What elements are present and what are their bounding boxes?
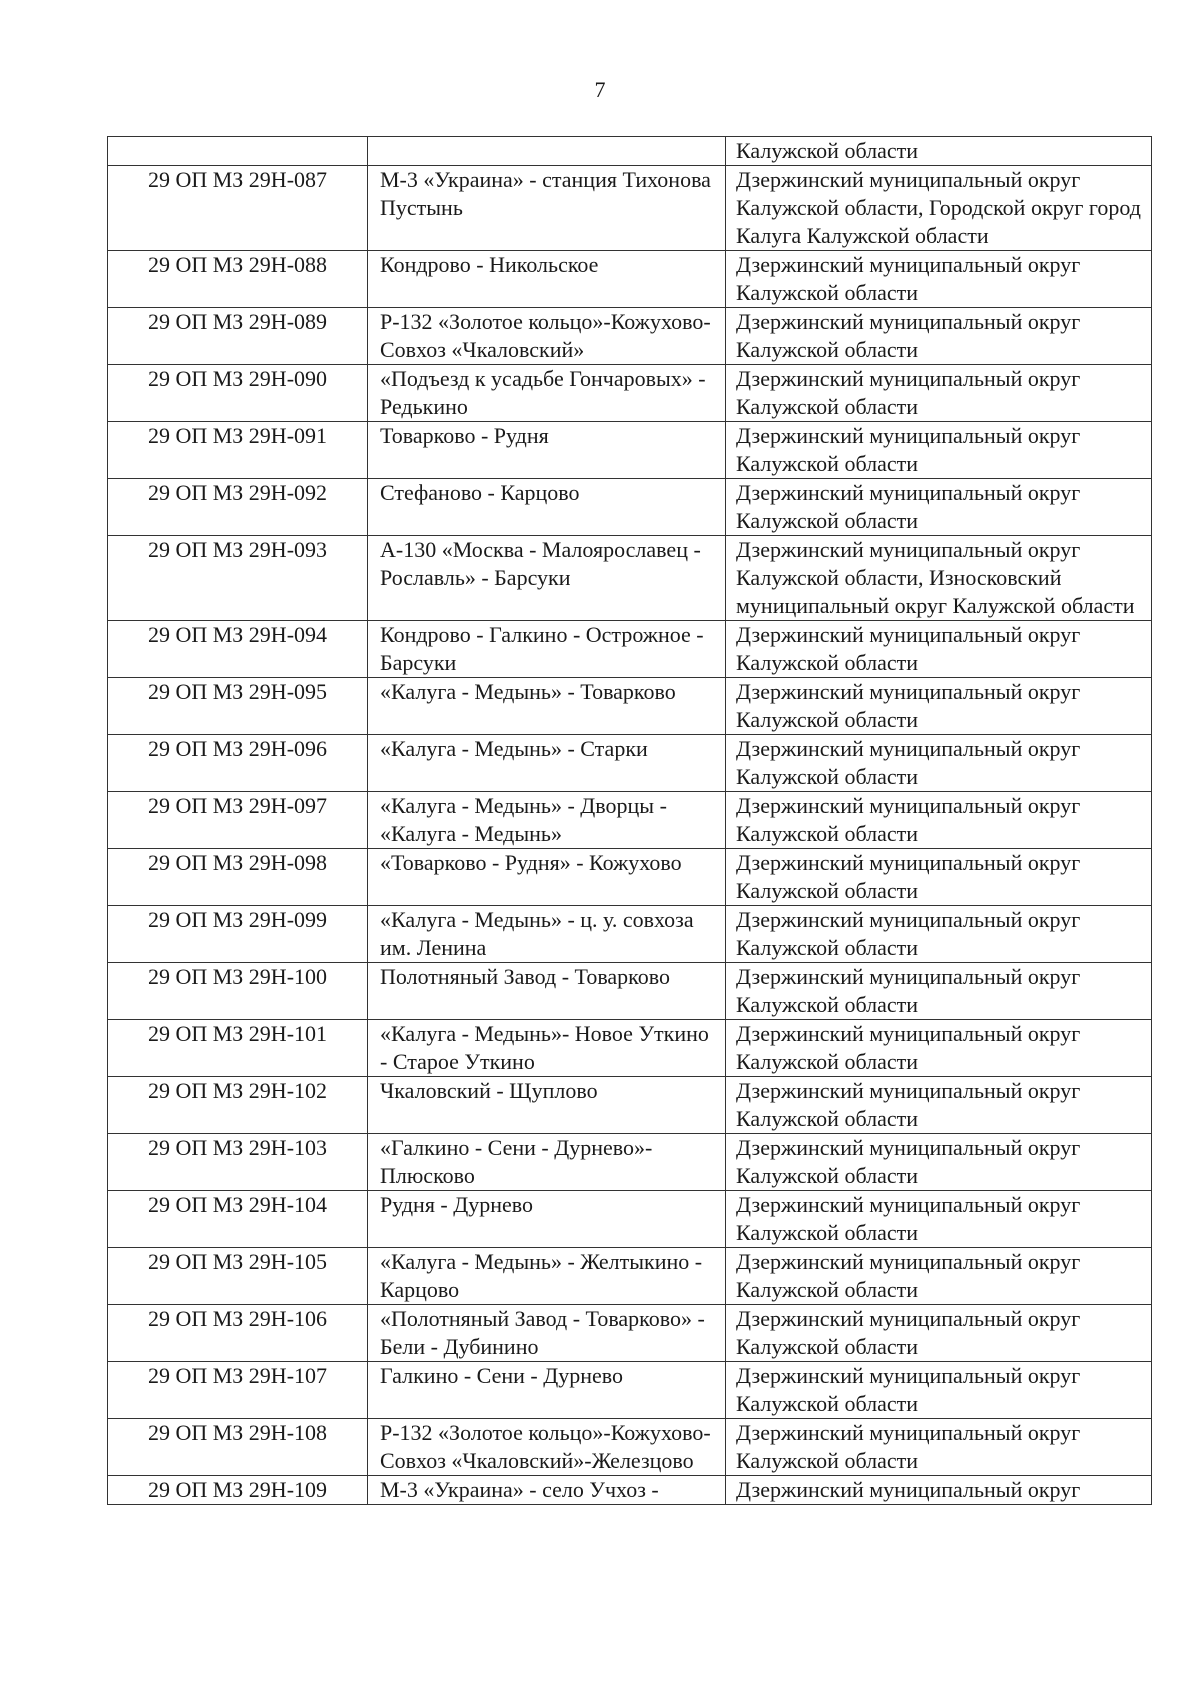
road-code: 29 ОП МЗ 29Н-094: [147, 622, 328, 647]
road-name: «Калуга - Медынь» - Старки: [380, 736, 648, 761]
road-district: Дзержинский муниципальный округ Калужской области: [736, 366, 1081, 419]
road-code-cell: [108, 849, 368, 906]
road-district-cell: [726, 1134, 1152, 1191]
road-code-cell: [108, 1191, 368, 1248]
road-name-cell: [368, 678, 726, 735]
road-name: «Калуга - Медынь» - Желтыкино - Карцово: [380, 1249, 703, 1302]
road-district-cell: [726, 678, 1152, 735]
road-code: 29 ОП МЗ 29Н-106: [147, 1306, 328, 1331]
road-district: Дзержинский муниципальный округ Калужской области: [736, 1363, 1081, 1416]
road-name-cell: [368, 536, 726, 621]
road-district-cell: [726, 849, 1152, 906]
road-code-cell: [108, 479, 368, 536]
road-code-cell: [108, 308, 368, 365]
road-district: Дзержинский муниципальный округ Калужской области: [736, 480, 1081, 533]
road-name-cell: [368, 1419, 726, 1476]
road-code-cell: [108, 963, 368, 1020]
road-name-cell: [368, 1020, 726, 1077]
table-row: [108, 1077, 1152, 1134]
road-code: 29 ОП МЗ 29Н-087: [147, 167, 328, 192]
road-name: Кондрово - Галкино - Острожное - Барсуки: [380, 622, 704, 675]
road-code-cell: [108, 536, 368, 621]
road-district: Дзержинский муниципальный округ Калужской области: [736, 1078, 1081, 1131]
road-name: «Калуга - Медынь» - Дворцы - «Калуга - Медынь»: [380, 793, 667, 846]
table-row: [108, 251, 1152, 308]
road-district: Дзержинский муниципальный округ Калужской области: [736, 309, 1081, 362]
table-row: [108, 792, 1152, 849]
road-district-cell: [726, 792, 1152, 849]
road-name-cell: [368, 1248, 726, 1305]
road-district: Дзержинский муниципальный округ Калужской области: [736, 1306, 1081, 1359]
roads-table-body: [108, 137, 1152, 1505]
road-district-cell: [726, 308, 1152, 365]
road-name: «Калуга - Медынь» - Товарково: [380, 679, 676, 704]
road-code-cell: [108, 735, 368, 792]
road-code: 29 ОП МЗ 29Н-107: [147, 1363, 328, 1388]
road-district-cell: [726, 963, 1152, 1020]
table-row: [108, 479, 1152, 536]
road-name: Р-132 «Золотое кольцо»-Кожухово-Совхоз «Чкаловский»: [380, 309, 711, 362]
road-name: «Калуга - Медынь» - ц. у. совхоза им. Ленина: [380, 907, 694, 960]
road-district: Дзержинский муниципальный округ Калужской области: [736, 1021, 1081, 1074]
road-code: 29 ОП МЗ 29Н-108: [147, 1420, 328, 1445]
road-district: Дзержинский муниципальный округ Калужской области: [736, 1135, 1081, 1188]
road-name-cell: [368, 137, 726, 166]
road-code-cell: [108, 1419, 368, 1476]
road-code-cell: [108, 422, 368, 479]
table-row: [108, 365, 1152, 422]
road-name: Полотняный Завод - Товарково: [380, 964, 670, 989]
road-name: Кондрово - Никольское: [380, 252, 599, 277]
road-code-cell: [108, 251, 368, 308]
road-code-cell: [108, 621, 368, 678]
road-name-cell: [368, 251, 726, 308]
roads-table: [107, 136, 1152, 1505]
road-district-cell: [726, 621, 1152, 678]
road-code-cell: [108, 1248, 368, 1305]
road-code: 29 ОП МЗ 29Н-097: [147, 793, 328, 818]
road-code: 29 ОП МЗ 29Н-096: [147, 736, 328, 761]
road-district-cell: [726, 137, 1152, 166]
table-row: [108, 621, 1152, 678]
road-name-cell: [368, 963, 726, 1020]
table-row: [108, 1362, 1152, 1419]
table-row: [108, 1020, 1152, 1077]
road-district-cell: [726, 251, 1152, 308]
road-code: 29 ОП МЗ 29Н-098: [147, 850, 328, 875]
road-name-cell: [368, 849, 726, 906]
road-code-cell: [108, 137, 368, 166]
page-number: 7: [594, 77, 606, 102]
road-code: 29 ОП МЗ 29Н-105: [147, 1249, 328, 1274]
road-code-cell: [108, 906, 368, 963]
road-district-cell: [726, 1248, 1152, 1305]
road-code: 29 ОП МЗ 29Н-089: [147, 309, 328, 334]
road-code-cell: [108, 1077, 368, 1134]
road-district: Дзержинский муниципальный округ Калужской области: [736, 1420, 1081, 1473]
road-code: 29 ОП МЗ 29Н-103: [147, 1135, 328, 1160]
road-name-cell: [368, 308, 726, 365]
road-name-cell: [368, 792, 726, 849]
table-row: [108, 735, 1152, 792]
road-code-cell: [108, 1476, 368, 1505]
road-code: 29 ОП МЗ 29Н-101: [147, 1021, 328, 1046]
road-name-cell: [368, 1191, 726, 1248]
road-district: Дзержинский муниципальный округ Калужской области: [736, 252, 1081, 305]
road-name-cell: [368, 1134, 726, 1191]
road-district-cell: [726, 1305, 1152, 1362]
road-name-cell: [368, 906, 726, 963]
road-code: 29 ОП МЗ 29Н-109: [147, 1477, 328, 1502]
road-code-cell: [108, 365, 368, 422]
road-name-cell: [368, 1077, 726, 1134]
road-district-cell: [726, 166, 1152, 251]
table-row: [108, 422, 1152, 479]
road-district: Дзержинский муниципальный округ Калужской области, Городской округ город Калуга Калужской области: [736, 167, 1141, 248]
road-code-cell: [108, 1305, 368, 1362]
road-name-cell: [368, 1305, 726, 1362]
road-code: 29 ОП МЗ 29Н-100: [147, 964, 328, 989]
road-name: М-3 «Украина» - станция Тихонова Пустынь: [380, 167, 711, 220]
table-row: [108, 1419, 1152, 1476]
road-code-cell: [108, 678, 368, 735]
road-name: «Товарково - Рудня» - Кожухово: [380, 850, 682, 875]
road-district-cell: [726, 479, 1152, 536]
road-district: Дзержинский муниципальный округ Калужской области: [736, 423, 1081, 476]
road-name: Р-132 «Золотое кольцо»-Кожухово-Совхоз «Чкаловский»-Железцово: [380, 1420, 711, 1473]
road-name-cell: [368, 479, 726, 536]
table-row: [108, 678, 1152, 735]
road-district: Дзержинский муниципальный округ Калужской области: [736, 1192, 1081, 1245]
table-row: [108, 308, 1152, 365]
road-name-cell: [368, 735, 726, 792]
road-code-cell: [108, 1020, 368, 1077]
road-district: Дзержинский муниципальный округ Калужской области: [736, 907, 1081, 960]
road-code-cell: [108, 792, 368, 849]
road-code: 29 ОП МЗ 29Н-090: [147, 366, 328, 391]
road-district-cell: [726, 1077, 1152, 1134]
road-district-cell: [726, 1191, 1152, 1248]
road-name-cell: [368, 1362, 726, 1419]
road-district: Калужской области: [736, 138, 918, 163]
road-code: 29 ОП МЗ 29Н-093: [147, 537, 328, 562]
road-code-cell: [108, 1362, 368, 1419]
table-row: [108, 1248, 1152, 1305]
road-district-cell: [726, 1362, 1152, 1419]
road-district: Дзержинский муниципальный округ Калужской области: [736, 850, 1081, 903]
road-name-cell: [368, 166, 726, 251]
road-name: А-130 «Москва - Малоярославец - Рославль» - Барсуки: [380, 537, 701, 590]
road-name: Галкино - Сени - Дурнево: [380, 1363, 624, 1388]
road-district-cell: [726, 536, 1152, 621]
road-code: 29 ОП МЗ 29Н-088: [147, 252, 328, 277]
road-district: Дзержинский муниципальный округ Калужской области: [736, 679, 1081, 732]
road-name: Товарково - Рудня: [380, 423, 549, 448]
road-district-cell: [726, 906, 1152, 963]
road-district-cell: [726, 1020, 1152, 1077]
road-name: М-3 «Украина» - село Учхоз -: [380, 1477, 659, 1502]
road-district: Дзержинский муниципальный округ Калужской области: [736, 964, 1081, 1017]
table-row: [108, 166, 1152, 251]
road-district-cell: [726, 1419, 1152, 1476]
road-district-cell: [726, 422, 1152, 479]
table-row-continued: [108, 137, 1152, 166]
road-district: Дзержинский муниципальный округ Калужской области, Износковский муниципальный округ Калужской области: [736, 537, 1135, 618]
road-name: «Калуга - Медынь»- Новое Уткино - Старое Уткино: [380, 1021, 709, 1074]
road-district-cell: [726, 365, 1152, 422]
road-district: Дзержинский муниципальный округ Калужской области: [736, 1249, 1081, 1302]
table-row: [108, 849, 1152, 906]
road-name: «Подъезд к усадьбе Гончаровых» - Редькино: [380, 366, 706, 419]
table-row: [108, 536, 1152, 621]
table-row: [108, 906, 1152, 963]
road-code: 29 ОП МЗ 29Н-092: [147, 480, 328, 505]
table-row: [108, 1134, 1152, 1191]
road-code-cell: [108, 166, 368, 251]
road-district: Дзержинский муниципальный округ Калужской области: [736, 622, 1081, 675]
road-name: Стефаново - Карцово: [380, 480, 580, 505]
road-name: Рудня - Дурнево: [380, 1192, 534, 1217]
road-code: 29 ОП МЗ 29Н-091: [147, 423, 328, 448]
road-name-cell: [368, 365, 726, 422]
road-district-cell: [726, 735, 1152, 792]
road-district: Дзержинский муниципальный округ Калужской области: [736, 736, 1081, 789]
road-code: 29 ОП МЗ 29Н-104: [147, 1192, 328, 1217]
road-district: Дзержинский муниципальный округ: [736, 1477, 1081, 1502]
road-name-cell: [368, 1476, 726, 1505]
road-code: 29 ОП МЗ 29Н-095: [147, 679, 328, 704]
road-district-cell: [726, 1476, 1152, 1505]
road-name-cell: [368, 422, 726, 479]
road-name: Чкаловский - Щуплово: [380, 1078, 598, 1103]
road-name-cell: [368, 621, 726, 678]
road-district: Дзержинский муниципальный округ Калужской области: [736, 793, 1081, 846]
road-code: 29 ОП МЗ 29Н-102: [147, 1078, 328, 1103]
table-row: [108, 1191, 1152, 1248]
table-row: [108, 963, 1152, 1020]
table-row: [108, 1305, 1152, 1362]
road-code: 29 ОП МЗ 29Н-099: [147, 907, 328, 932]
road-code-cell: [108, 1134, 368, 1191]
table-row: [108, 1476, 1152, 1505]
road-name: «Полотняный Завод - Товарково» - Бели - Дубинино: [380, 1306, 705, 1359]
road-name: «Галкино - Сени - Дурнево»-Плюсково: [380, 1135, 653, 1188]
